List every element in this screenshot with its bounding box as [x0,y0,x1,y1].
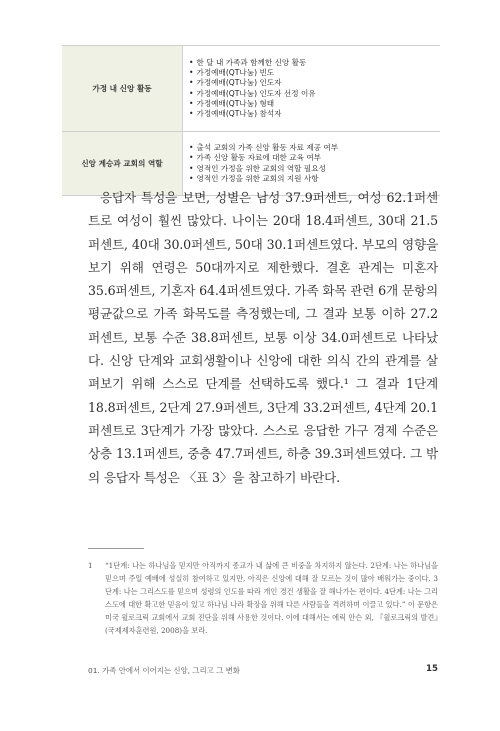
list-item: • 가정예배(QT나눔) 참석자 [189,109,440,119]
table-row [62,46,440,132]
list-item: • 가정예배(QT나눔) 인도자 선정 이유 [189,89,440,99]
footnote-text: “1단계: 나는 하나님을 믿지만 아직까지 종교가 내 삶에 큰 비중을 차지하지 않는다. 2단계: 나는 하나님을 믿으며 주일 예배에 성실히 참여하고 있지만, 아직은 신앙에 대해 잘 모르는 것이 많아 배워가는 중이다. 3단계: 나는 그리스도를 믿으며 성령의 인도를 따라 개인 경건 생활을 잘 해나가는 편이다. 4단계: 나는 그리스도에 대한 확고한 믿음이 있고 하나님 나라 확장을 위해 다른 사람들을 격려하며 이끌고 있다.” 이 문항은 미국 윌로크릭 교회에서 교회 진단을 위해 사용한 것이다. 이에 대해서는 에릭 안슨 외, 『윌로크릭의 발견』(국제제자훈련원, 2008)을 보라. [105,561,438,635]
footnote-divider [88,548,144,549]
item-list [189,58,440,119]
list-item: • 영적인 가정을 위한 교회의 역할 필요성 [189,164,440,174]
footnote [88,559,438,637]
item-list [189,143,440,184]
running-footer-title: 01. 가족 안에서 이어지는 신앙, 그리고 그 변화 [88,666,240,675]
list-item: • 출석 교회의 가족 신앙 활동 자료 제공 여부 [189,143,440,153]
page-number: 15 [426,664,438,674]
footnote-number: 1 [88,561,93,570]
list-item: • 가정예배(QT나눔) 빈도 [189,68,440,78]
survey-items-table [62,45,440,196]
table-category-cell: 신앙 계승과 교회의 역할 [62,132,183,196]
body-text [88,186,438,489]
list-item: • 가정예배(QT나눔) 인도자 [189,78,440,88]
list-item: • 한 달 내 가족과 함께한 신앙 활동 [189,58,440,68]
table-category-cell: 가정 내 신앙 활동 [62,46,183,132]
table-items-cell [183,46,441,132]
list-item: • 가정예배(QT나눔) 형태 [189,99,440,109]
body-paragraph: 응답자 특성을 보면, 성별은 남성 37.9퍼센트, 여성 62.1퍼센트로 여성이 훨씬 많았다. 나이는 20대 18.4퍼센트, 30대 21.5퍼센트, 40대 30.0퍼센트, 50대 30.1퍼센트였다. 부모의 영향을 보기 위해 연령은 50대까지로 제한했다. 결혼 관계는 미혼자 35.6퍼센트, 기혼자 64.4퍼센트였다. 가족 화목 관련 6개 문항의 평균값으로 가족 화목도를 측정했는데, 그 결과 보통 이하 27.2퍼센트, 보통 수준 38.8퍼센트, 보통 이상 34.0퍼센트로 나타났다. 신앙 단계와 교회생활이나 신앙에 대한 의식 간의 관계를 살펴보기 위해 스스로 단계를 선택하도록 했다.¹ 그 결과 1단계 18.8퍼센트, 2단계 27.9퍼센트, 3단계 33.2퍼센트, 4단계 20.1퍼센트로 3단계가 가장 많았다. 스스로 응답한 가구 경제 수준은 상층 13.1퍼센트, 중층 47.7퍼센트, 하층 39.3퍼센트였다. 그 밖의 응답자 특성은 〈표 3〉을 참고하기 바란다. [88,190,438,485]
list-item: • 영적인 가정을 위한 교회의 지원 사항 [189,174,440,184]
list-item: • 가족 신앙 활동 자료에 대한 교육 여부 [189,153,440,163]
